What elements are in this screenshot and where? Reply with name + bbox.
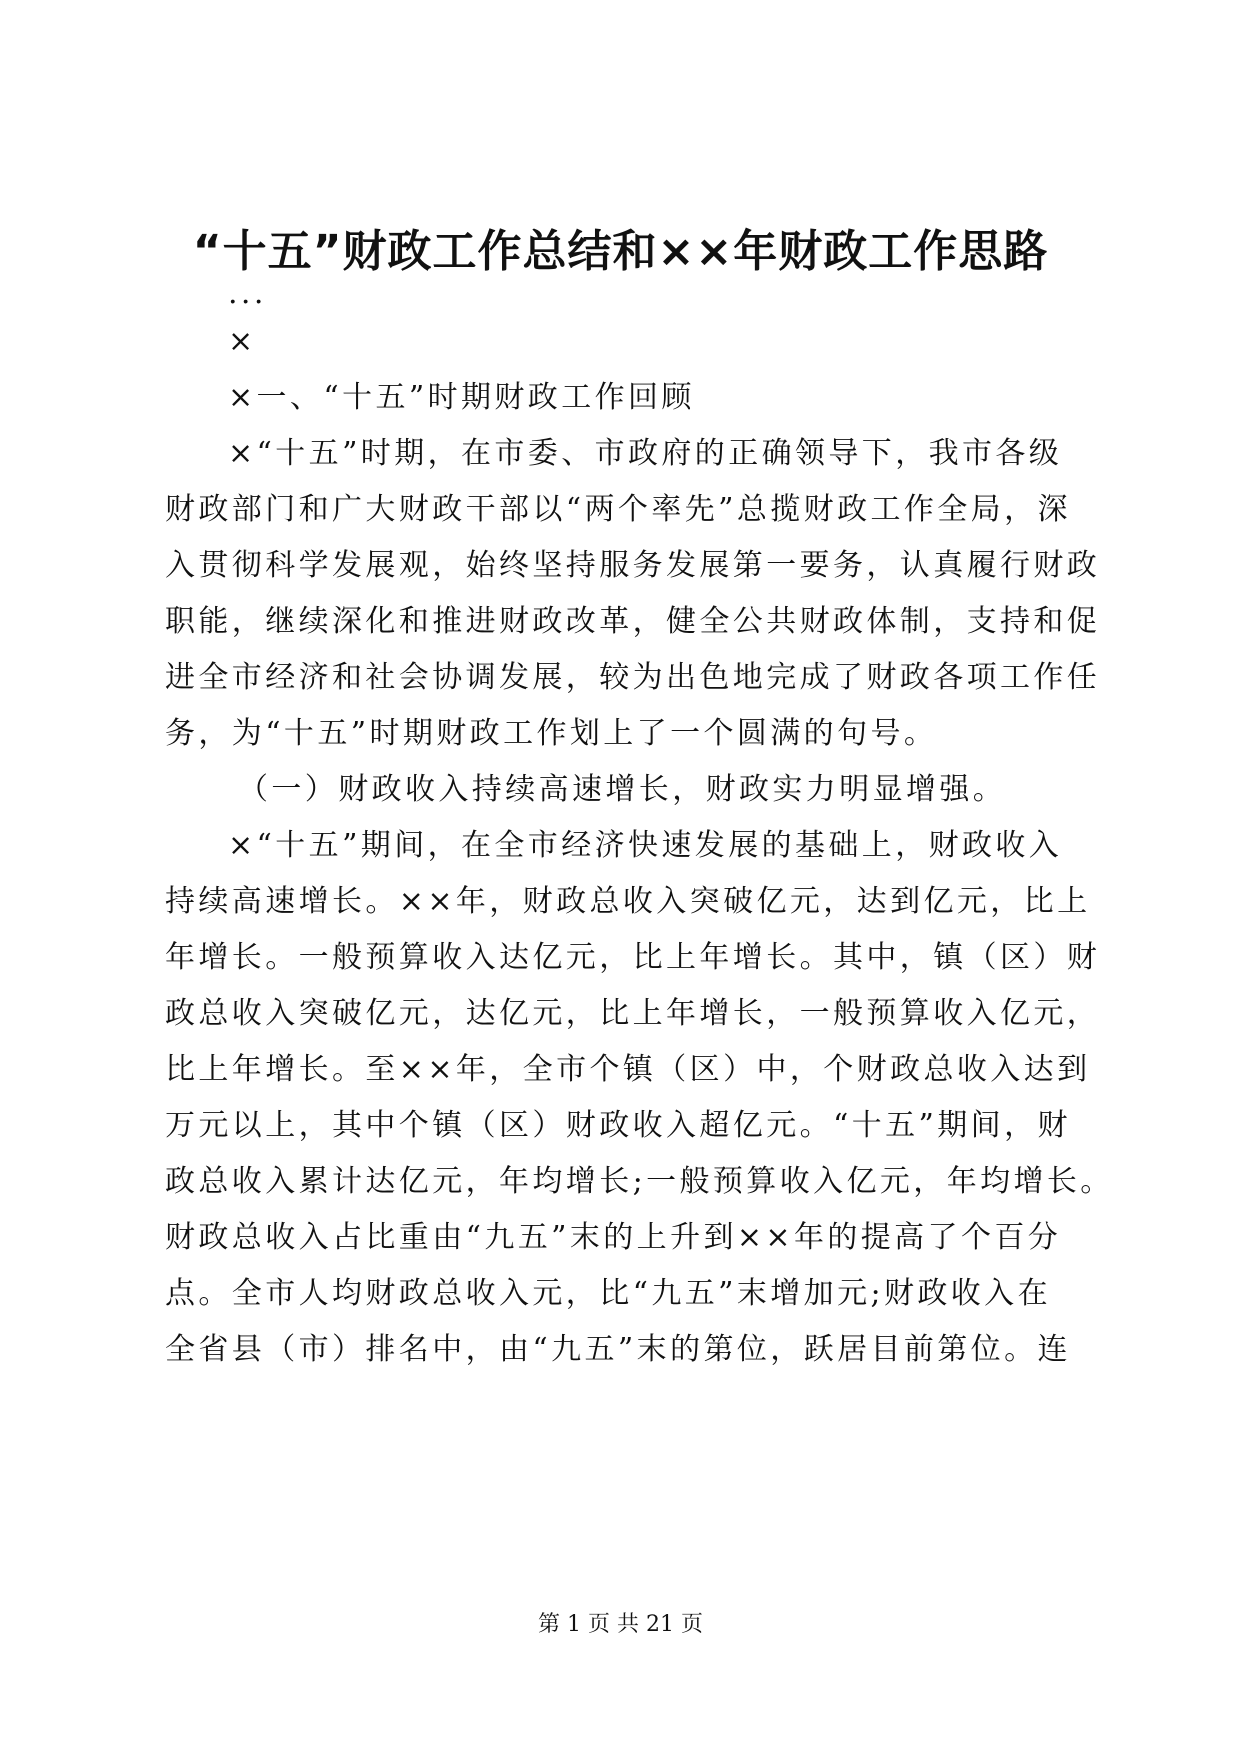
paragraph-line: 政总收入累计达亿元，年均增长;一般预算收入亿元，年均增长。 [165, 1164, 1114, 1199]
subsection-heading: （一）财政收入持续高速增长，财政实力明显增强。 [238, 772, 1007, 807]
paragraph-line: 财政部门和广大财政干部以“两个率先”总揽财政工作全局，深 [165, 492, 1071, 527]
paragraph-line: 财政总收入占比重由“九五”末的上升到××年的提高了个百分 [165, 1220, 1062, 1255]
paragraph-line: ×“十五”时期，在市委、市政府的正确领导下，我市各级 [228, 436, 1063, 471]
paragraph-line: 持续高速增长。××年，财政总收入突破亿元，达到亿元，比上 [165, 884, 1091, 919]
paragraph-line: 入贯彻科学发展观，始终坚持服务发展第一要务，认真履行财政 [165, 548, 1101, 583]
paragraph-line: 点。全市人均财政总收入元，比“九五”末增加元;财政收入在 [165, 1276, 1051, 1311]
page-footer: 第 1 页 共 21 页 [538, 1612, 703, 1637]
paragraph-line: 年增长。一般预算收入达亿元，比上年增长。其中，镇（区）财 [165, 940, 1101, 975]
paragraph-line: 职能，继续深化和推进财政改革，健全公共财政体制，支持和促 [165, 604, 1101, 639]
section-heading: ×一、“十五”时期财政工作回顾 [228, 380, 695, 415]
paragraph-line: 进全市经济和社会协调发展，较为出色地完成了财政各项工作任 [165, 660, 1101, 695]
paragraph-line: 万元以上，其中个镇（区）财政收入超亿元。“十五”期间，财 [165, 1108, 1071, 1143]
document-title: “十五”财政工作总结和××年财政工作思路 [192, 226, 1049, 277]
paragraph-line: 全省县（市）排名中，由“九五”末的第位，跃居目前第位。连 [165, 1332, 1071, 1367]
paragraph-line: 比上年增长。至××年，全市个镇（区）中，个财政总收入达到 [165, 1052, 1091, 1087]
ellipsis-line: ... [228, 276, 267, 311]
paragraph-line: ×“十五”期间，在全市经济快速发展的基础上，财政收入 [228, 828, 1063, 863]
paragraph-line: × [228, 324, 257, 359]
paragraph-line: 政总收入突破亿元，达亿元，比上年增长，一般预算收入亿元， [165, 996, 1101, 1031]
paragraph-line: 务，为“十五”时期财政工作划上了一个圆满的句号。 [165, 716, 938, 751]
